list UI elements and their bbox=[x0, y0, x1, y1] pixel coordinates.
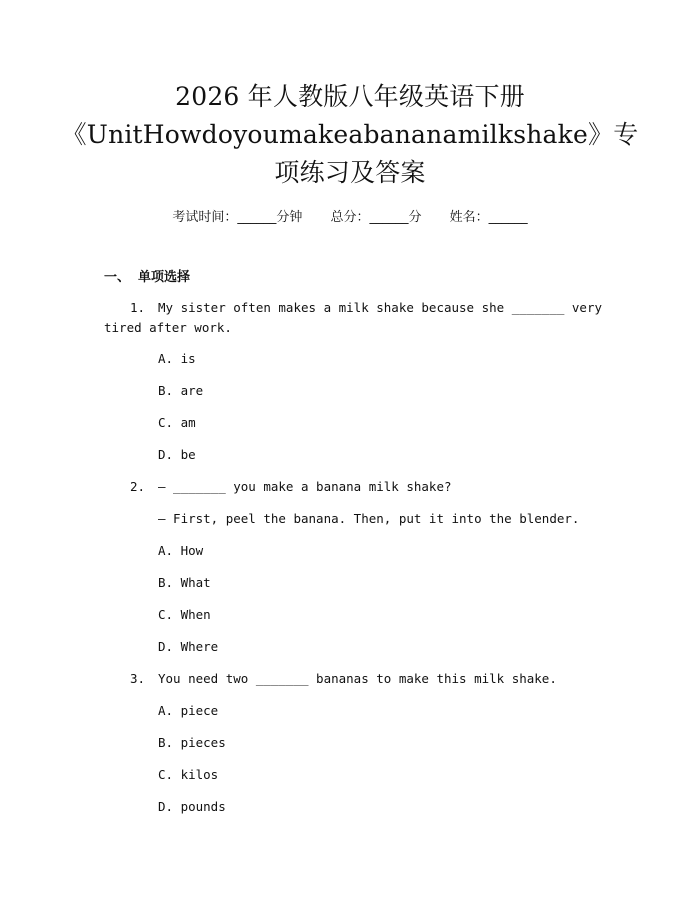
total-score-field: 总分：______分 bbox=[330, 210, 422, 225]
question-text: — _______ you make a banana milk shake? bbox=[158, 479, 452, 494]
question-number: 3. bbox=[130, 671, 146, 686]
question-1-option-a: A. is bbox=[158, 351, 196, 366]
question-1-option-b: B. are bbox=[158, 383, 204, 398]
title-line-3: 项练习及答案 bbox=[274, 158, 426, 187]
section-title: 单项选择 bbox=[138, 270, 191, 285]
question-2-option-c: C. When bbox=[158, 607, 211, 622]
question-2-option-b: B. What bbox=[158, 575, 211, 590]
question-1-option-c: C. am bbox=[158, 415, 196, 430]
question-text: You need two _______ bananas to make this milk shake. bbox=[158, 671, 557, 686]
question-number: 1. bbox=[130, 300, 146, 315]
question-2-reply: — First, peel the banana. Then, put it into the blender. bbox=[158, 511, 580, 526]
question-2-option-a: A. How bbox=[158, 543, 204, 558]
question-2-option-d: D. Where bbox=[158, 639, 219, 654]
question-1-stem bbox=[130, 300, 602, 315]
question-3-option-c: C. kilos bbox=[158, 767, 219, 782]
question-2-stem bbox=[130, 479, 452, 494]
title-line-2: 《UnitHowdoyoumakeabananamilkshake》专 bbox=[61, 120, 639, 149]
question-3-option-b: B. pieces bbox=[158, 735, 226, 750]
exam-info-row bbox=[0, 206, 700, 225]
section-number: 一、 bbox=[104, 270, 131, 285]
section-heading bbox=[104, 266, 190, 285]
title-line-1: 2026 年人教版八年级英语下册 bbox=[175, 82, 525, 111]
exam-time-field: 考试时间：______分钟 bbox=[172, 210, 303, 225]
question-number: 2. bbox=[130, 479, 146, 494]
question-3-option-a: A. piece bbox=[158, 703, 219, 718]
question-3-option-d: D. pounds bbox=[158, 799, 226, 814]
question-3-stem bbox=[130, 671, 557, 686]
student-name-field: 姓名：______ bbox=[449, 210, 528, 225]
document-title bbox=[0, 78, 700, 192]
question-1-stem-continued: tired after work. bbox=[104, 320, 232, 335]
question-text: My sister often makes a milk shake because she _______ very bbox=[158, 300, 603, 315]
question-1-option-d: D. be bbox=[158, 447, 196, 462]
